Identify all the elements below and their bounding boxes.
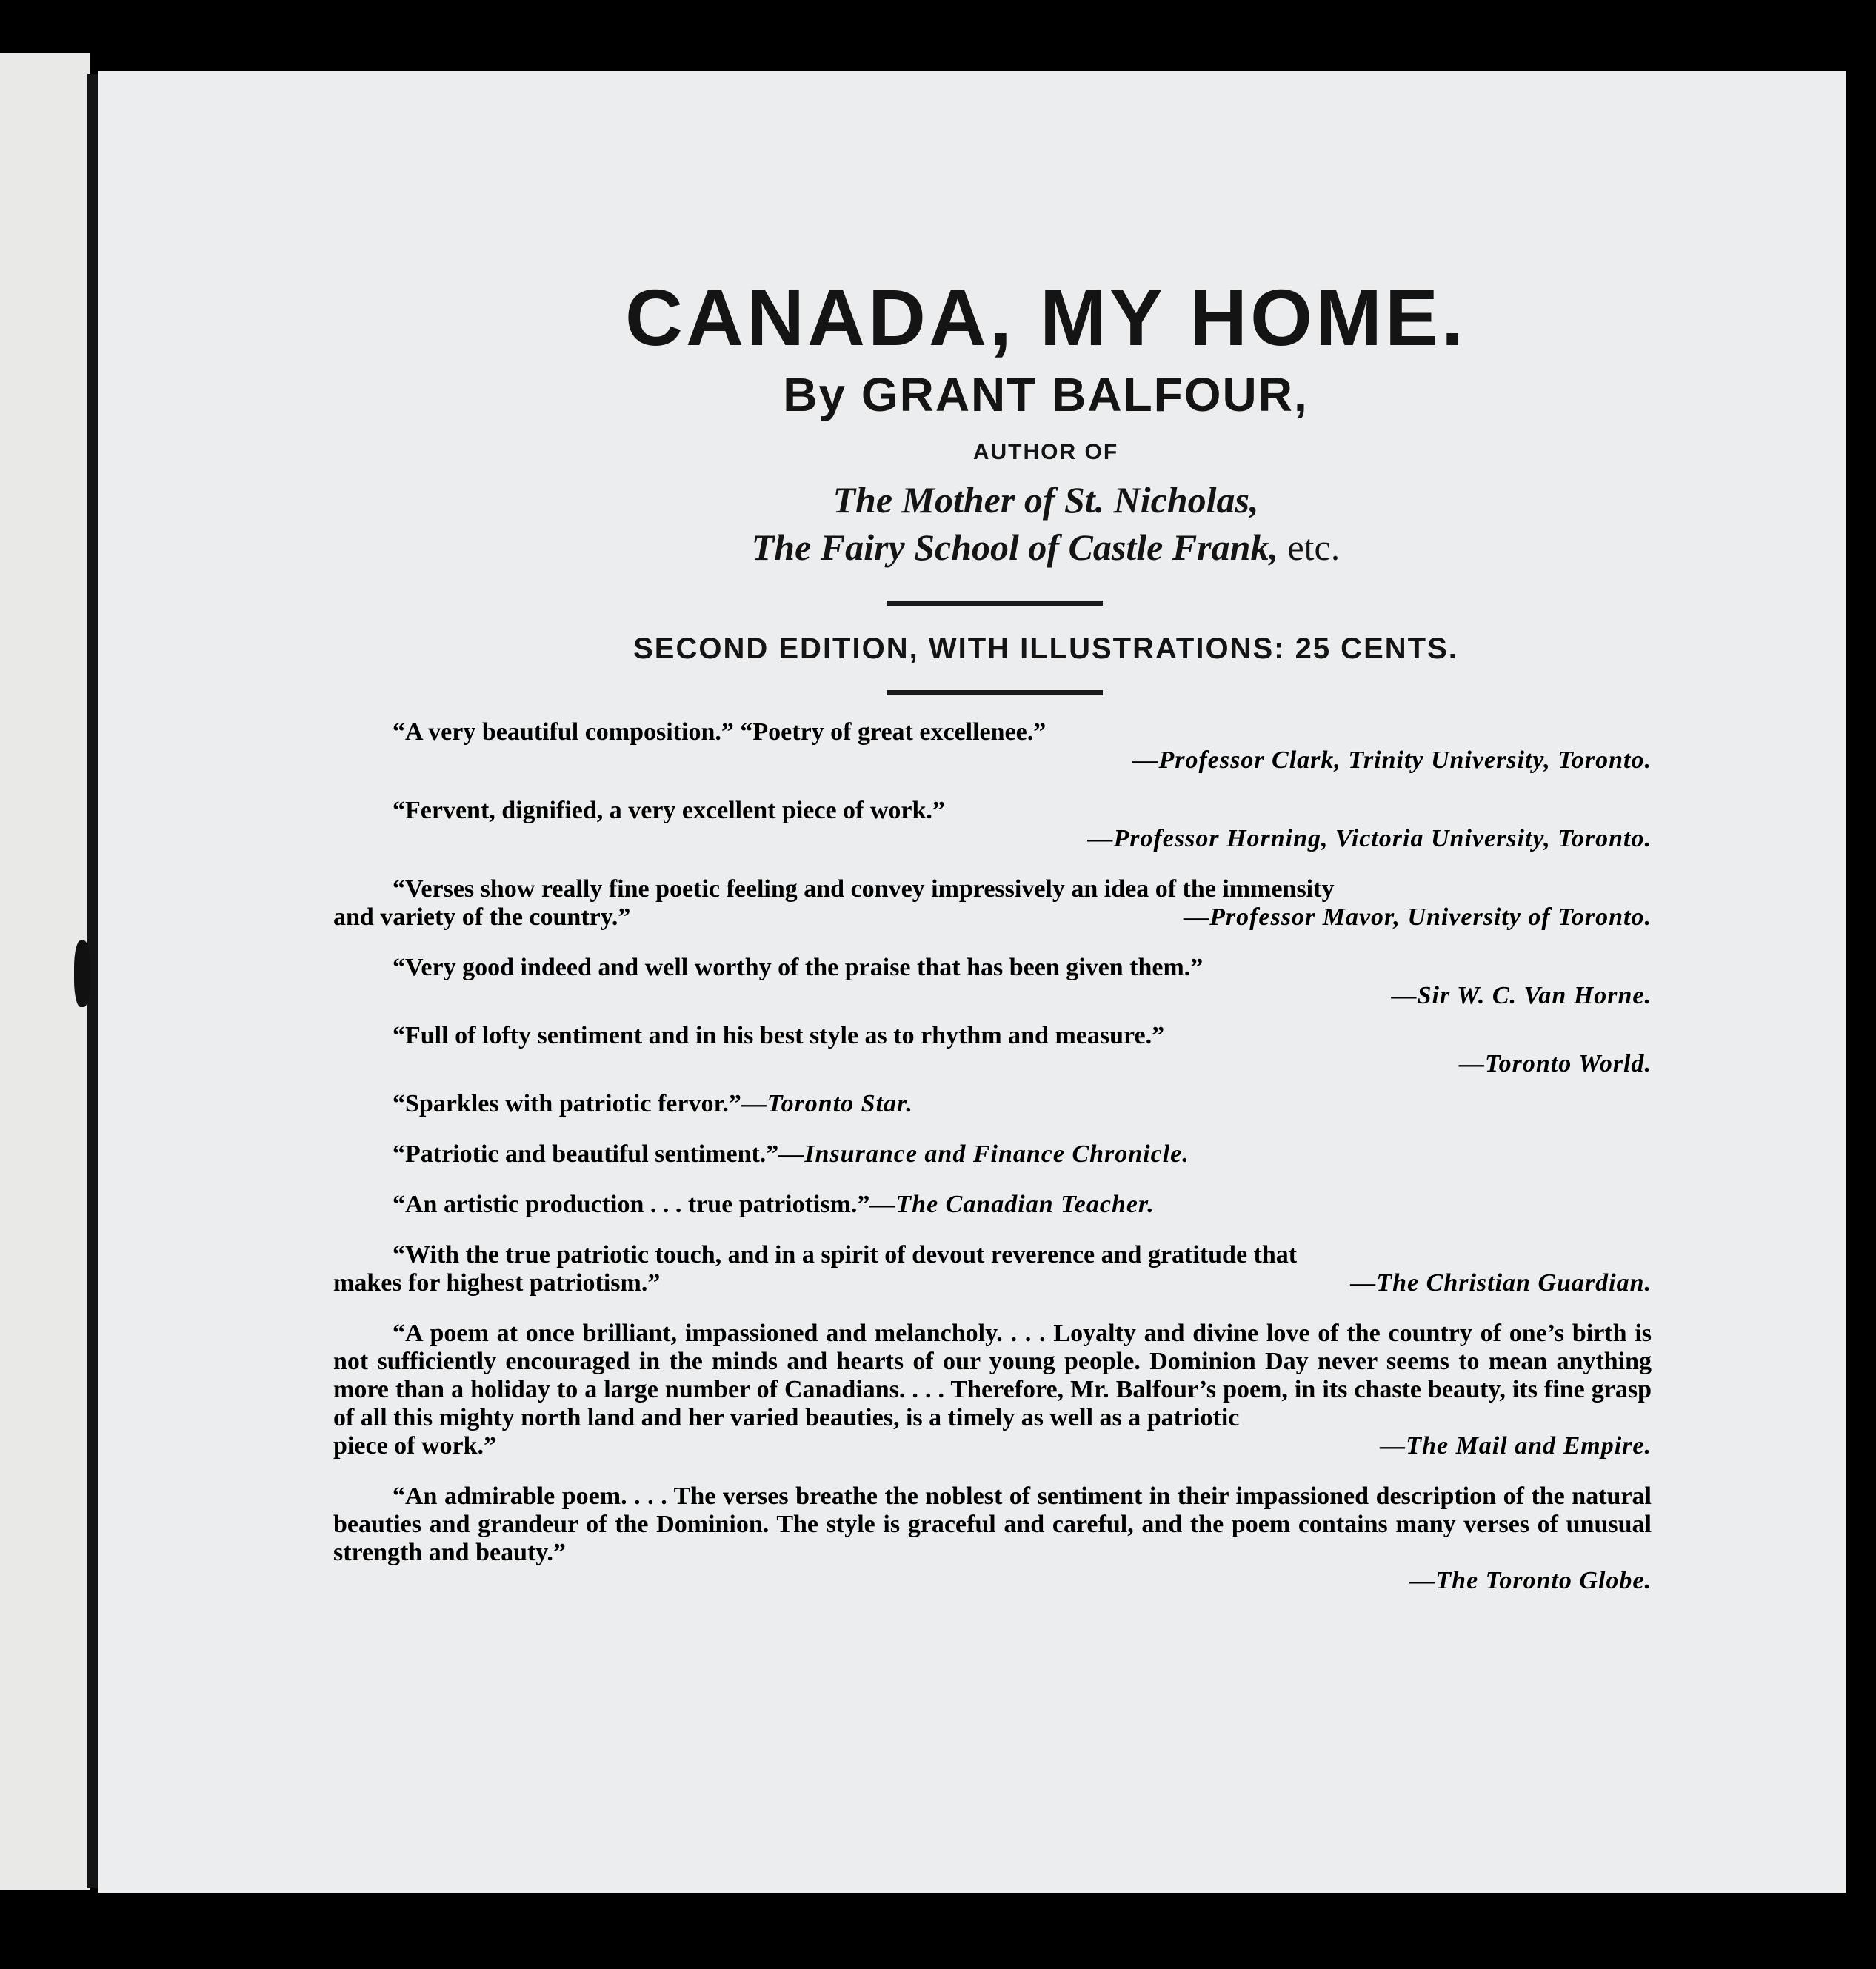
work-title-2-suffix: etc. — [1278, 526, 1341, 568]
review-quote-text: “Sparkles with patriotic fervor.” — [393, 1090, 741, 1117]
work-title-2 — [172, 526, 1876, 569]
review-last-line — [333, 1432, 1652, 1460]
binding-mark — [74, 940, 90, 1007]
review-quote-end: piece of work.” — [333, 1432, 497, 1460]
review-quote — [333, 1191, 1652, 1219]
review-quote — [333, 1140, 1652, 1169]
review-item — [333, 954, 1652, 1010]
review-quote: “A poem at once brilliant, impassioned and melancholy. . . . Loyalty and divine love of the country of one’s birth is not sufficiently encouraged in the minds and hearts of our young people. Dominion Day never seems to mean anything more than a holiday to a large number of Canadians. . . . Therefore, Mr. Balfour’s poem, in its chaste beauty, its fine grasp of all this mighty north land and her varied beauties, is a timely as well as a patriotic — [333, 1320, 1652, 1431]
review-quote: “With the true patriotic touch, and in a spirit of devout reverence and gratitude that — [393, 1241, 1298, 1268]
review-quote: “Verses show really fine poetic feeling and convey impressively an idea of the immensity — [393, 875, 1335, 903]
review-quote: “Fervent, dignified, a very excellent piece of work.” — [393, 797, 945, 824]
review-source: —Insurance and Finance Chronicle. — [778, 1140, 1189, 1168]
review-source: —Professor Mavor, University of Toronto. — [1184, 903, 1652, 931]
review-item — [333, 797, 1652, 853]
work-title-1: The Mother of St. Nicholas, — [832, 479, 1259, 521]
review-source: —Sir W. C. Van Horne. — [1391, 982, 1652, 1009]
review-item — [333, 1320, 1652, 1460]
review-quote: “An admirable poem. . . . The verses breathe the noblest of sentiment in their impassioned description of the natural beauties and grandeur of the Dominion. The style is graceful and careful, and the poem contains many verses of unusual strength and beauty.” — [333, 1482, 1652, 1566]
review-quote-end: makes for highest patriotism.” — [333, 1269, 661, 1297]
review-source: —Toronto Star. — [741, 1090, 913, 1117]
review-source: —Toronto World. — [1458, 1050, 1652, 1077]
review-quote-text: “An artistic production . . . true patriotism.” — [393, 1191, 870, 1218]
review-quote: “Very good indeed and well worthy of the praise that has been given them.” — [393, 954, 1204, 981]
review-item — [333, 1241, 1652, 1297]
review-item — [333, 1022, 1652, 1078]
author-of-label: AUTHOR OF — [972, 440, 1119, 464]
divider-rule — [887, 690, 1103, 695]
press-reviews — [333, 718, 1652, 1617]
byline: By GRANT BALFOUR, — [783, 368, 1309, 421]
review-quote-text: “Patriotic and beautiful sentiment.” — [393, 1140, 779, 1168]
review-quote — [333, 1090, 1652, 1118]
review-source: —Professor Horning, Victoria University, Toronto. — [1087, 825, 1652, 852]
review-item — [333, 1482, 1652, 1595]
review-source: —The Mail and Empire. — [1380, 1432, 1652, 1460]
review-last-line — [333, 903, 1652, 932]
review-source: —Professor Clark, Trinity University, Toronto. — [1132, 746, 1652, 774]
review-source: —The Toronto Globe. — [1409, 1567, 1652, 1594]
review-quote: “A very beautiful composition.” “Poetry of great excellenee.” — [393, 718, 1047, 746]
review-item — [333, 718, 1652, 775]
review-item — [333, 875, 1652, 932]
review-item — [333, 1191, 1652, 1219]
divider-rule — [887, 601, 1103, 606]
review-quote-end: and variety of the country.” — [333, 903, 631, 931]
review-item — [333, 1140, 1652, 1169]
work-title-2-text: The Fairy School of Castle Frank, — [751, 526, 1278, 568]
edition-price-line: SECOND EDITION, WITH ILLUSTRATIONS: 25 CENTS. — [633, 632, 1458, 665]
page-title: CANADA, MY HOME. — [624, 273, 1467, 362]
review-quote: “Full of lofty sentiment and in his best style as to rhythm and measure.” — [393, 1022, 1165, 1049]
review-source: —The Canadian Teacher. — [869, 1191, 1155, 1218]
review-last-line — [333, 1269, 1652, 1297]
review-source: —The Christian Guardian. — [1350, 1269, 1652, 1297]
review-item — [333, 1090, 1652, 1118]
